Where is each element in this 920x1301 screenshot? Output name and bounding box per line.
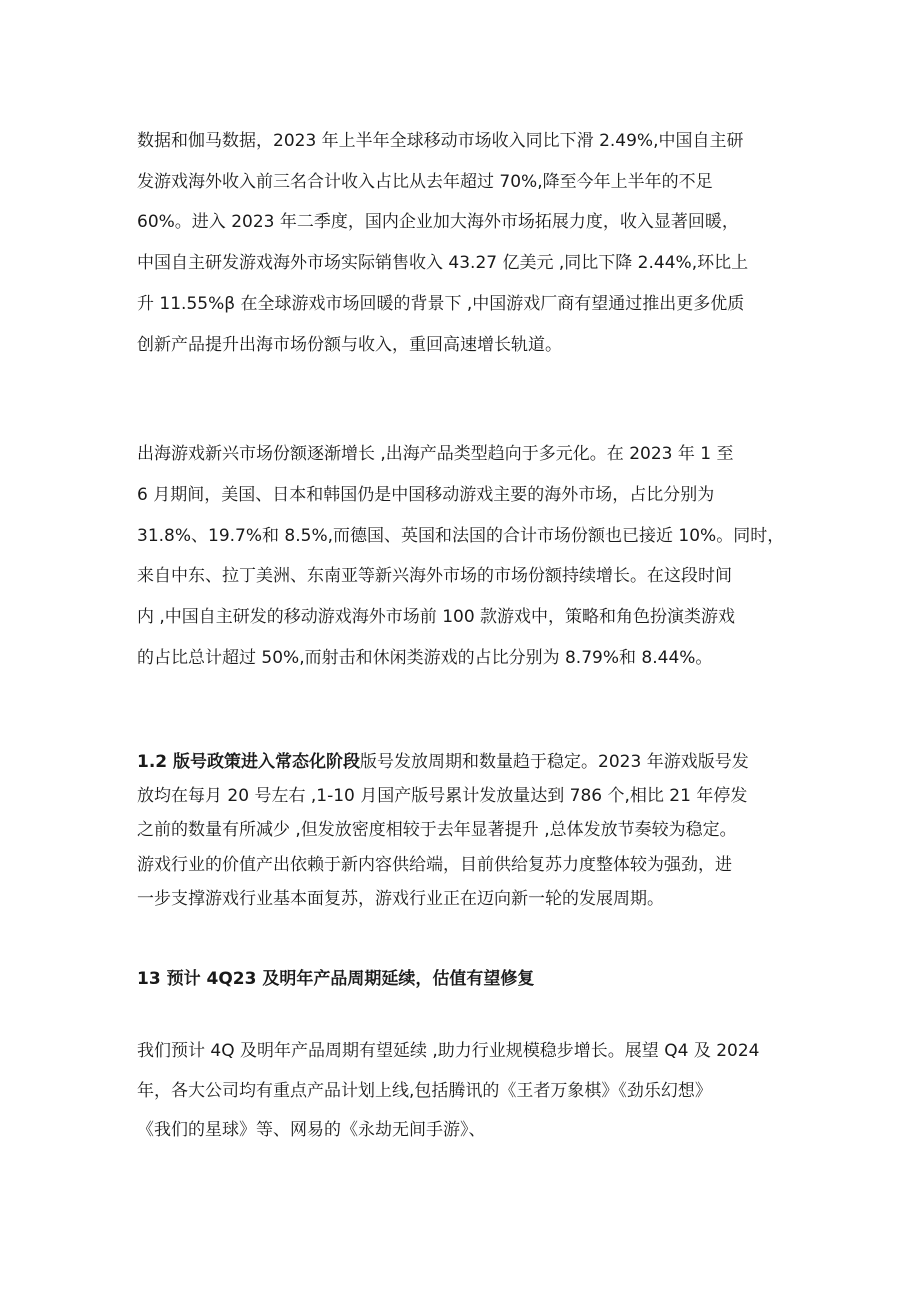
text-line: 来自中东、拉丁美洲、东南亚等新兴海外市场的市场份额持续增长。在这段时间 bbox=[137, 566, 732, 587]
text-line bbox=[137, 745, 797, 779]
text-line: 年，各大公司均有重点产品计划上线,包括腾讯的《王者万象棋》《劲乐幻想》 bbox=[137, 1080, 712, 1101]
text-line: 的占比总计超过 50%,而射击和休闲类游戏的占比分别为 8.79%和 8.44%。 bbox=[137, 647, 713, 668]
text-line: 一步支撑游戏行业基本面复苏，游戏行业正在迈向新一轮的发展周期。 bbox=[137, 888, 664, 909]
text-line: 出海游戏新兴市场份额逐渐增长 ,出海产品类型趋向于多元化。在 2023 年 1 至 bbox=[137, 444, 734, 464]
paragraph-overseas-revenue bbox=[137, 121, 797, 365]
paragraph-product-cycle bbox=[137, 1032, 797, 1151]
text-line: 中国自主研发游戏海外市场实际销售收入 43.27 亿美元 ,同比下降 2.44%,环比上 bbox=[137, 253, 749, 274]
text-line: 内 ,中国自主研发的移动游戏海外市场前 100 款游戏中，策略和角色扮演类游戏 bbox=[137, 607, 736, 628]
section-heading: 13 预计 4Q23 及明年产品周期延续，估值有望修复 bbox=[137, 969, 535, 989]
text-line-rest: 版号发放周期和数量趋于稳定。2023 年游戏版号发 bbox=[360, 752, 749, 772]
text-line: 创新产品提升出海市场份额与收入，重回高速增长轨道。 bbox=[137, 334, 562, 355]
text-line: 我们预计 4Q 及明年产品周期有望延续 ,助力行业规模稳步增长。展望 Q4 及 2024 bbox=[137, 1041, 760, 1061]
text-line: 数据和伽马数据，2023 年上半年全球移动市场收入同比下滑 2.49%,中国自主研 bbox=[137, 131, 744, 151]
text-line: 游戏行业的价值产出依赖于新内容供给端，目前供给复苏力度整体较为强劲，进 bbox=[137, 854, 732, 875]
text-line: 6 月期间，美国、日本和韩国仍是中国移动游戏主要的海外市场，占比分别为 bbox=[137, 484, 715, 505]
text-line: 发游戏海外收入前三名合计收入占比从去年超过 70%,降至今年上半年的不足 bbox=[137, 171, 713, 192]
text-line: 《我们的星球》等、网易的《永劫无间手游》、 bbox=[137, 1120, 486, 1140]
text-line: 之前的数量有所减少 ,但发放密度相较于去年显著提升 ,总体发放节奏较为稳定。 bbox=[137, 820, 737, 841]
text-line: 31.8%、19.7%和 8.5%,而德国、英国和法国的合计市场份额也已接近 10%。同时， bbox=[137, 525, 785, 546]
text-line: 放均在每月 20 号左右 ,1-10 月国产版号累计发放量达到 786 个,相比 21 年停发 bbox=[137, 786, 748, 807]
text-line: 升 11.55%β 在全球游戏市场回暖的背景下 ,中国游戏厂商有望通过推出更多优质 bbox=[137, 293, 745, 314]
section-heading-inline: 1.2 版号政策进入常态化阶段 bbox=[137, 752, 361, 772]
paragraph-license-policy bbox=[137, 745, 797, 916]
paragraph-emerging-markets bbox=[137, 434, 797, 679]
text-line: 60%。进入 2023 年二季度，国内企业加大海外市场拓展力度，收入显著回暖， bbox=[137, 212, 739, 233]
